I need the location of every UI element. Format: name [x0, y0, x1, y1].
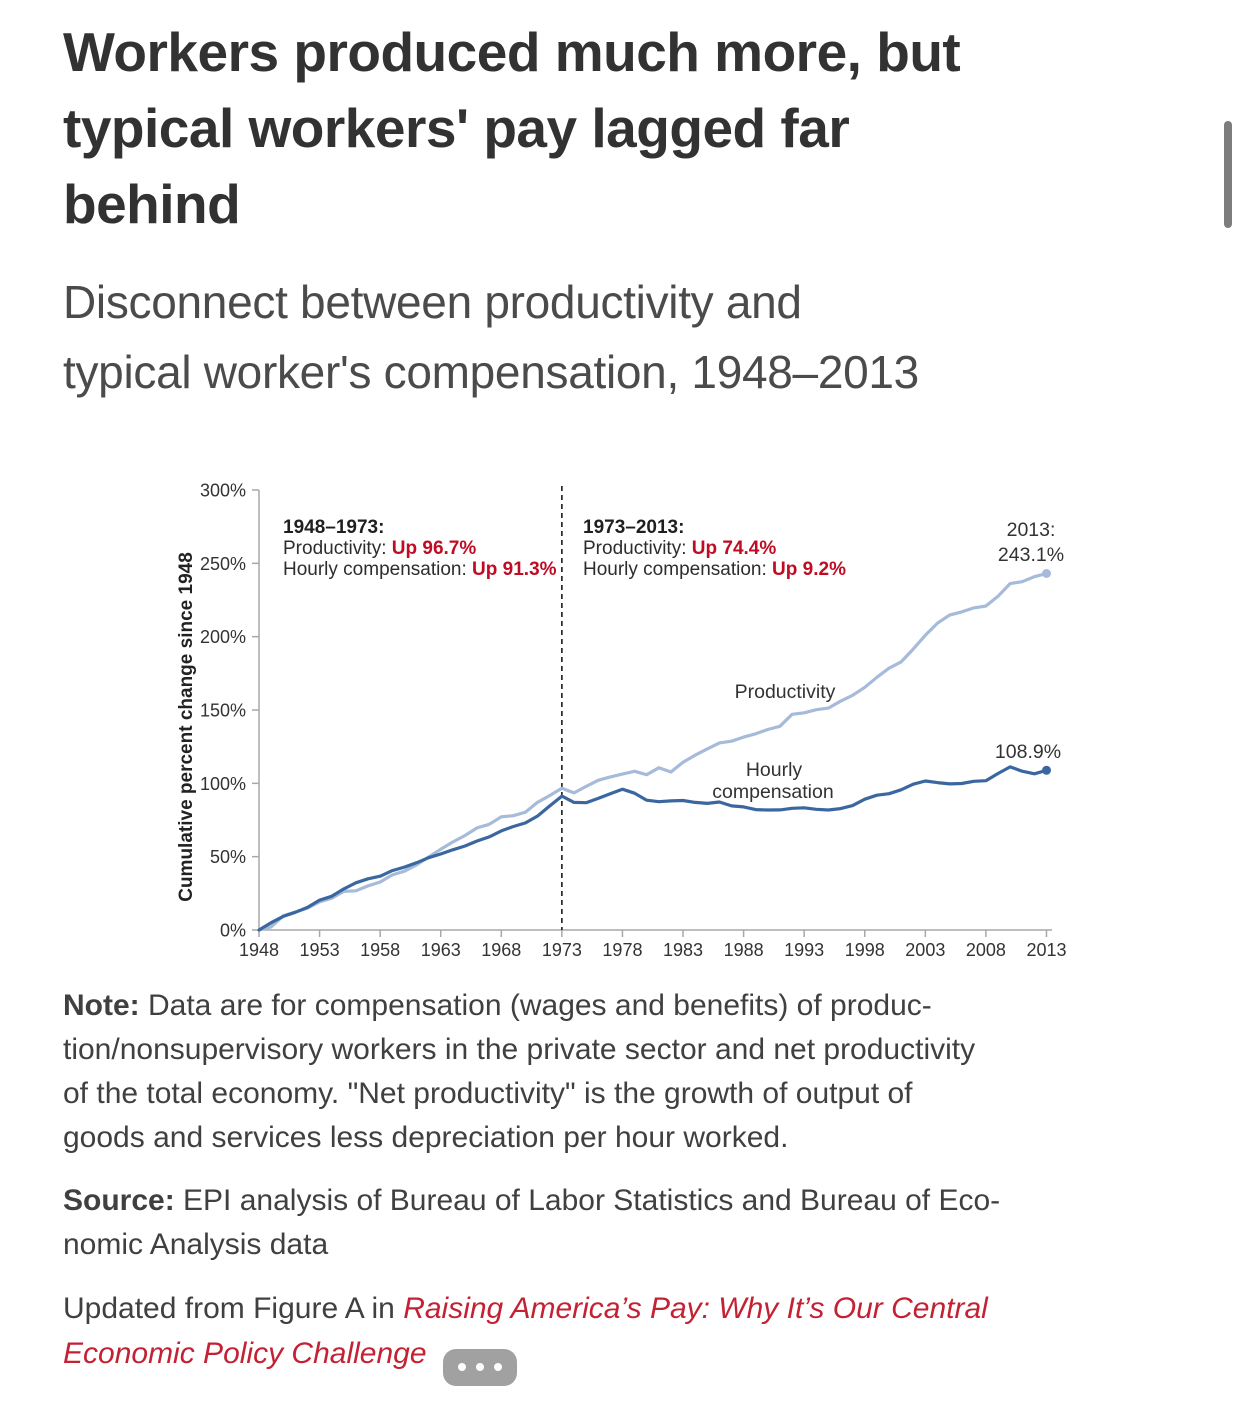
svg-text:1983: 1983: [663, 940, 704, 960]
productivity-end-label: [998, 519, 1064, 566]
svg-text:1988: 1988: [723, 940, 764, 960]
chart-subtitle: [63, 267, 1203, 407]
svg-text:Hourly: Hourly: [745, 759, 803, 781]
annotation-header: 1948–1973:: [283, 517, 385, 538]
svg-text:2013: 2013: [1026, 940, 1067, 960]
productivity-line-label: Productivity: [734, 681, 836, 703]
svg-text:100%: 100%: [199, 773, 246, 794]
annotation-compensation: Hourly compensation: Up 91.3%: [283, 559, 557, 580]
svg-text:1963: 1963: [420, 940, 461, 960]
title-line-2: typical workers' pay lagged far: [63, 97, 850, 159]
ellipsis-icon: [458, 1363, 502, 1371]
svg-text:1958: 1958: [360, 940, 401, 960]
svg-text:243.1%: 243.1%: [997, 544, 1065, 566]
svg-text:compensation: compensation: [712, 781, 834, 803]
annotation-1973-2013: [583, 517, 846, 580]
updated-prefix: Updated from Figure A in: [63, 1292, 404, 1325]
svg-text:50%: 50%: [209, 847, 246, 868]
note-text: Note: Data are for compensation (wages and benefits) of produc- tion/nonsupervisory workers in the private sector and net productivity of the total economy. "Net productivity" is the growth of output of goods and services less depreciation per hour worked.: [63, 989, 976, 1154]
svg-text:1978: 1978: [602, 940, 643, 960]
svg-text:1948: 1948: [238, 940, 280, 960]
svg-text:1953: 1953: [299, 940, 340, 960]
productivity-compensation-chart: [150, 460, 1110, 980]
report-link[interactable]: Raising America’s Pay: Why It’s Our Central Economic Policy Challenge: [63, 1292, 988, 1370]
chart-canvas: [150, 460, 1110, 980]
y-axis-title: Cumulative percent change since 1948: [176, 552, 197, 902]
title-line-3: behind: [63, 173, 241, 235]
svg-text:200%: 200%: [199, 627, 246, 648]
svg-text:2008: 2008: [965, 940, 1006, 960]
subtitle-line-1: Disconnect between productivity and: [63, 276, 802, 328]
source-label: Source:: [63, 1184, 175, 1217]
svg-text:2003: 2003: [905, 940, 946, 960]
svg-text:0%: 0%: [219, 920, 246, 941]
svg-text:2013:: 2013:: [1006, 519, 1056, 541]
compensation-end-label: 108.9%: [994, 741, 1062, 763]
svg-text:1998: 1998: [844, 940, 885, 960]
annotation-compensation: Hourly compensation: Up 9.2%: [583, 559, 846, 580]
more-button[interactable]: [443, 1349, 517, 1386]
svg-text:1968: 1968: [481, 940, 522, 960]
annotation-header: 1973–2013:: [583, 517, 685, 538]
scrollbar-thumb[interactable]: [1224, 121, 1232, 228]
source-text: Source: EPI analysis of Bureau of Labor Statistics and Bureau of Eco- nomic Analysis data: [63, 1184, 1001, 1261]
subtitle-line-2: typical worker's compensation, 1948–2013: [63, 346, 919, 398]
annotation-1948-1973: [283, 517, 557, 580]
svg-text:1973: 1973: [541, 940, 582, 960]
page-title: [63, 14, 1183, 242]
svg-text:300%: 300%: [199, 480, 246, 501]
svg-text:1993: 1993: [784, 940, 825, 960]
svg-text:250%: 250%: [199, 553, 246, 574]
compensation-line-label: [712, 759, 833, 803]
updated-text: [63, 1286, 1203, 1386]
annotation-productivity: Productivity: Up 74.4%: [583, 538, 777, 559]
svg-text:150%: 150%: [199, 700, 246, 721]
annotation-productivity: Productivity: Up 96.7%: [283, 538, 477, 559]
title-line-1: Workers produced much more, but: [63, 21, 961, 83]
note-label: Note:: [63, 989, 140, 1022]
